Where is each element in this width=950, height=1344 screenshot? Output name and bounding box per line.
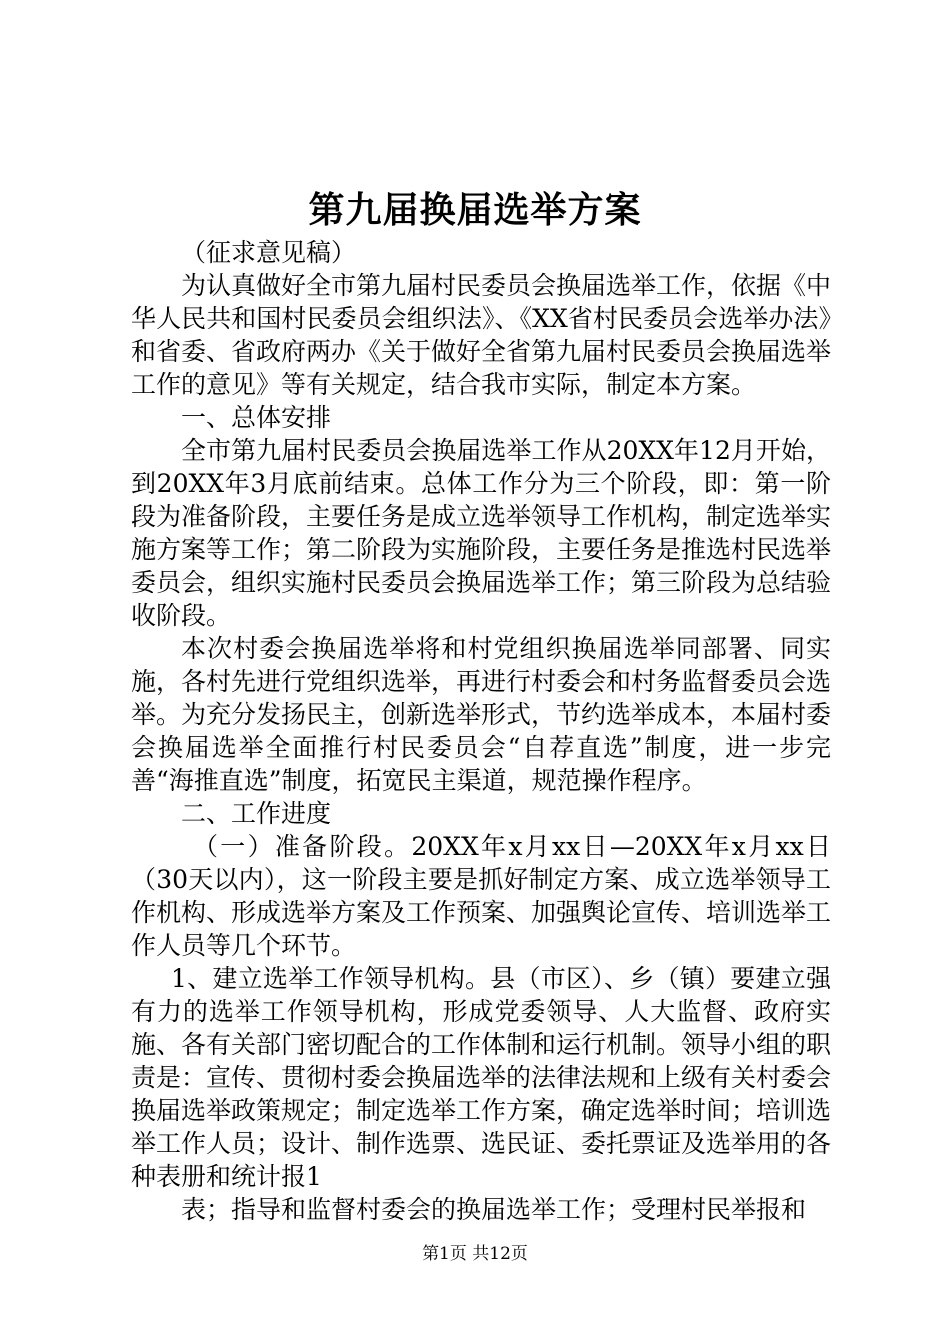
document-subtitle: （征求意见稿）	[181, 238, 357, 267]
paragraph-overall-schedule: 全市第九届村民委员会换届选举工作从20XX年12月开始，到20XX年3月底前结束。总体工作分为三个阶段，即：第一阶段为准备阶段，主要任务是成立选举领导工作机构，制定选举实施方案等工作；第二阶段为实施阶段，主要任务是推选村民选举委员会，组织实施村民委员会换届选举工作；第三阶段为总结验收阶段。	[131, 436, 832, 630]
paragraph-continuation: 表；指导和监督村委会的换届选举工作；受理村民举报和	[181, 1195, 807, 1224]
paragraph-election-mode: 本次村委会换届选举将和村党组织换届选举同部署、同实施，各村先进行党组织选举，再进行村委会和村务监督委员会选举。为充分发扬民主，创新选举形式，节约选举成本，本届村委会换届选举全面推行村民委员会“自荐直选”制度，进一步完善“海推直选”制度，拓宽民主渠道，规范操作程序。	[131, 634, 832, 795]
document-body	[131, 236, 831, 1226]
section-heading-overall: 一、总体安排	[181, 403, 332, 432]
page-footer: 第1页 共12页	[422, 1244, 528, 1264]
paragraph-intro: 为认真做好全市第九届村民委员会换届选举工作，依据《中华人民共和国村民委员会组织法》、《XX省村民委员会选举办法》和省委、省政府两办《关于做好全省第九届村民委员会换届选举工作的意见》等有关规定，结合我市实际，制定本方案。	[131, 271, 832, 399]
paragraph-leadership-body: 1、建立选举工作领导机构。县（市区）、乡（镇）要建立强有力的选举工作领导机构，形成党委领导、人大监督、政府实施、各有关部门密切配合的工作体制和运行机制。领导小组的职责是：宣传、贯彻村委会换届选举的法律法规和上级有关村委会换届选举政策规定；制定选举工作方案，确定选举时间；培训选举工作人员；设计、制作选票、选民证、委托票证及选举用的各种表册和统计报1	[131, 964, 832, 1191]
section-heading-progress: 二、工作进度	[181, 799, 332, 828]
document-title: 第九届换届选举方案	[308, 189, 642, 231]
paragraph-preparation-stage: （一）准备阶段。20XX年x月xx日—20XX年x月xx日（30天以内），这一阶段主要是抓好制定方案、成立选举领导工作机构、形成选举方案及工作预案、加强舆论宣传、培训选举工作人员等几个环节。	[131, 832, 832, 960]
